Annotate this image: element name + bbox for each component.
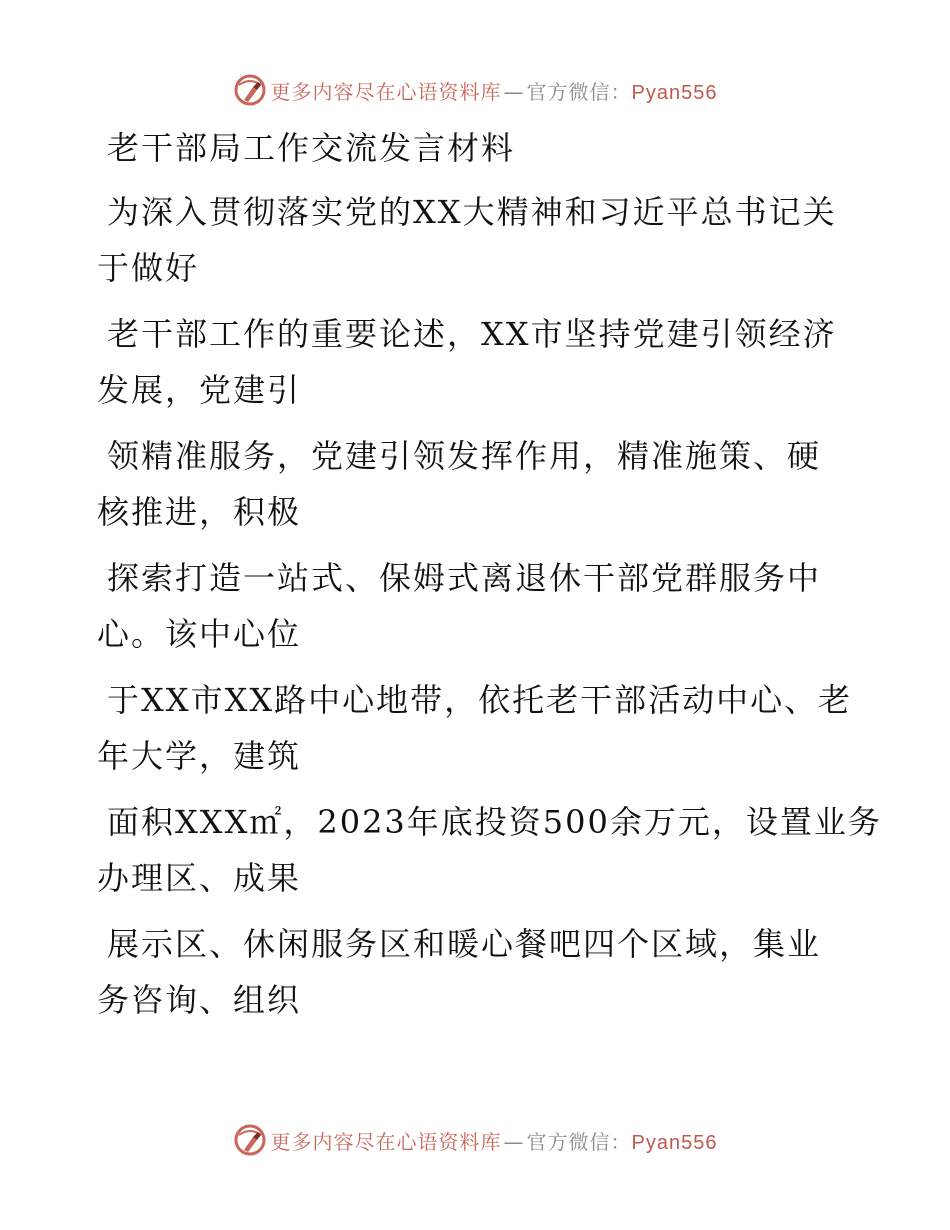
paragraph-line: 办理区、成果 (97, 859, 302, 897)
footer-brand-dash: — (503, 1129, 525, 1154)
paragraph-line: 于做好 (97, 249, 200, 287)
header-brand-main: 更多内容尽在心语资料库 (270, 79, 502, 104)
pen-nib-logo-icon (233, 1123, 267, 1157)
paragraph-line: 领精准服务，党建引领发挥作用，精准施策、硬 (107, 437, 822, 475)
paragraph (97, 916, 867, 1028)
header-brand-dash: — (503, 79, 525, 104)
paragraph-line: 展示区、休闲服务区和暖心餐吧四个区域，集业 (107, 925, 822, 963)
paragraph-line: 探索打造一站式、保姆式离退休干部党群服务中 (107, 559, 822, 597)
paragraph-list (97, 184, 882, 1028)
paragraph-line: 面积XXX㎡，2023年底投资500余万元，设置业务 (107, 803, 882, 841)
paragraph (97, 550, 867, 662)
paragraph (97, 672, 867, 784)
header-watermark (0, 70, 950, 110)
paragraph-line: 发展，党建引 (97, 371, 302, 409)
footer-wechat-label: 官方微信： (526, 1129, 632, 1154)
paragraph (97, 794, 882, 906)
paragraph-line: 心。该中心位 (97, 615, 302, 653)
footer-brand-text (271, 1126, 718, 1155)
paragraph-line: 为深入贯彻落实党的XX大精神和习近平总书记关 (107, 193, 837, 231)
paragraph (97, 428, 867, 540)
paragraph-line: 核推进，积极 (97, 493, 302, 531)
paragraph-line: 于XX市XX路中心地带，依托老干部活动中心、老 (107, 681, 853, 719)
header-wechat-id: Pyan556 (631, 81, 718, 104)
paragraph-line: 老干部工作的重要论述，XX市坚持党建引领经济 (107, 315, 837, 353)
footer-brand-main: 更多内容尽在心语资料库 (270, 1129, 502, 1154)
document-title: 老干部局工作交流发言材料 (107, 129, 516, 167)
header-wechat-label: 官方微信： (526, 79, 632, 104)
paragraph-line: 年大学，建筑 (97, 737, 302, 775)
footer-wechat-id: Pyan556 (631, 1131, 718, 1154)
footer-watermark (0, 1120, 950, 1160)
header-brand-text (271, 76, 718, 105)
pen-nib-logo-icon (233, 73, 267, 107)
document-body (97, 120, 882, 1038)
paragraph (97, 184, 867, 296)
paragraph (97, 306, 867, 418)
paragraph-line: 务咨询、组织 (97, 981, 302, 1019)
